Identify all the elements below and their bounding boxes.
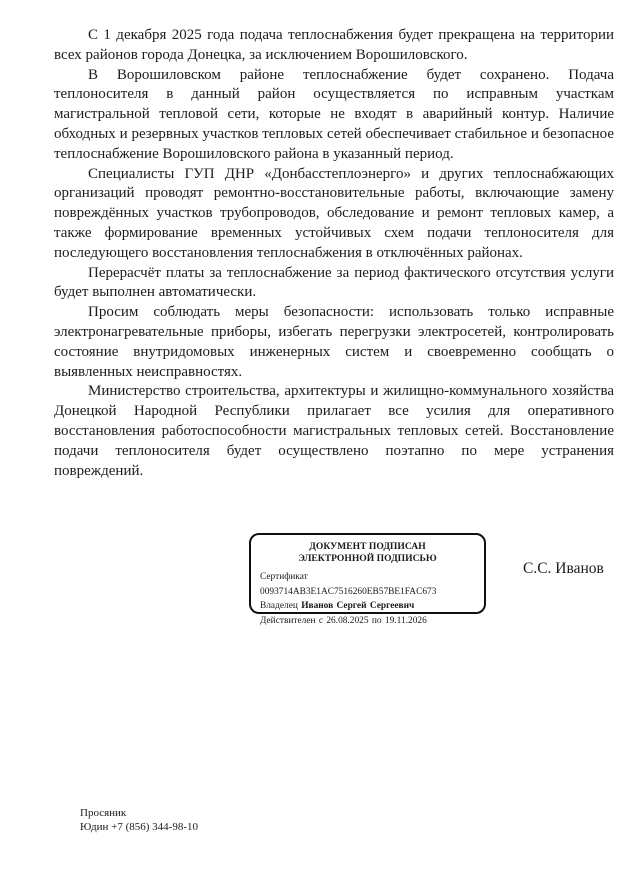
executor-phone: Юдин +7 (856) 344-98-10 (80, 821, 199, 833)
letter-body (54, 26, 614, 481)
signatory-name: С.С. Иванов (523, 560, 604, 577)
certificate-value: 0093714AB3E1AC7516260EB57BE1FAC673 (260, 586, 437, 597)
executor-info (80, 806, 198, 834)
owner-line (260, 599, 478, 614)
paragraph: Просим соблюдать меры безопасности: использовать только исправные электронагревательные приборы, избегать перегрузки электросетей, контролировать состояние внутридомовых инженерных систем и своевременно сообщать о выявленных неисправностях. (54, 304, 614, 380)
paragraph: В Ворошиловском районе теплоснабжение будет сохранено. Подача теплоносителя в данный район осуществляется по исправным участкам магистральной тепловой сети, которые не входят в аварийный контур. Наличие обходных и резервных участков тепловых сетей обеспечивает стабильное и безопасное теплоснабжение Ворошиловского района в указанный период. (54, 66, 614, 162)
certificate-line (260, 570, 478, 599)
validity-line: Действителен с 26.08.2025 по 19.11.2026 (260, 615, 427, 626)
paragraph: Перерасчёт платы за теплоснабжение за период фактического отсутствия услуги будет выполнен автоматически. (54, 264, 614, 301)
stamp-title (251, 541, 484, 564)
paragraph: Министерство строительства, архитектуры и жилищно-коммунального хозяйства Донецкой Народной Республики прилагает все усилия для оперативного восстановления работоспособности магистральных тепловых сетей. Восстановление подачи теплоносителя будет осуществлено поэтапно по мере устранения повреждений. (54, 383, 614, 479)
stamp-details (260, 570, 478, 628)
owner-label: Владелец (260, 601, 298, 612)
stamp-title-line1: ДОКУМЕНТ ПОДПИСАН (309, 541, 426, 552)
digital-signature-stamp (249, 533, 486, 626)
paragraph: С 1 декабря 2025 года подача теплоснабжения будет прекращена на территории всех районов города Донецка, за исключением Ворошиловского. (54, 27, 614, 63)
certificate-label: Сертификат (260, 572, 308, 583)
stamp-title-line2: ЭЛЕКТРОННОЙ ПОДПИСЬЮ (298, 552, 437, 564)
owner-value: Иванов Сергей Сергеевич (301, 601, 415, 612)
paragraph: Специалисты ГУП ДНР «Донбасстеплоэнерго» и других теплоснабжающих организаций проводят ремонтно-восстановительные работы, включающие замену повреждённых участков трубопроводов, обследование и ремонт тепловых камер, а также формирование временных устойчивых схем подачи теплоносителя для последующего восстановления теплоснабжения в отключённых районах. (54, 165, 614, 261)
executor-name: Просяник (80, 807, 127, 819)
